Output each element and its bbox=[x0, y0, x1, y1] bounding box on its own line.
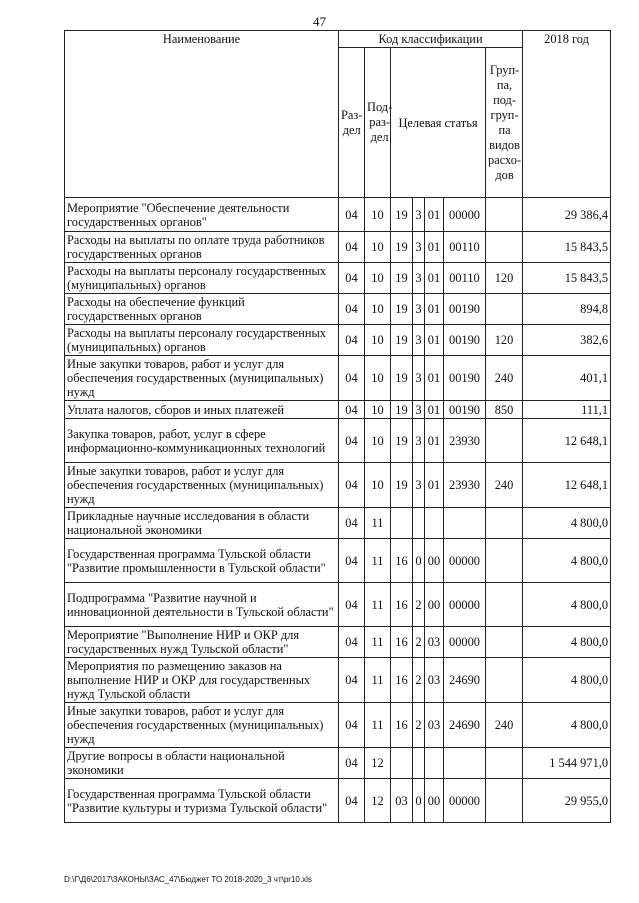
row-target-event: 01 bbox=[425, 325, 444, 356]
row-target-direction: 00190 bbox=[444, 356, 486, 401]
table-row bbox=[65, 748, 611, 779]
row-name: Расходы на выплаты персоналу государственных (муниципальных) органов bbox=[65, 325, 339, 356]
row-name: Иные закупки товаров, работ и услуг для обеспечения государственных (муниципальных) нужд bbox=[65, 356, 339, 401]
budget-table bbox=[64, 30, 611, 823]
table-row bbox=[65, 325, 611, 356]
row-target-direction: 24690 bbox=[444, 658, 486, 703]
row-amount: 4 800,0 bbox=[523, 508, 611, 539]
row-podrazdel: 10 bbox=[365, 232, 391, 263]
file-path-footer: D:\Г\Д6\2017\ЗАКОНЫ\ЗАС_47\Бюджет ТО 2018-2020_3 чт\pr10.xls bbox=[64, 875, 312, 884]
table-row bbox=[65, 419, 611, 463]
row-target-event: 01 bbox=[425, 294, 444, 325]
row-podrazdel: 10 bbox=[365, 325, 391, 356]
row-expense-type: 120 bbox=[486, 325, 523, 356]
row-target-subprogram: 3 bbox=[413, 419, 425, 463]
table-row bbox=[65, 401, 611, 419]
row-target-event: 01 bbox=[425, 356, 444, 401]
row-podrazdel: 11 bbox=[365, 539, 391, 583]
row-name: Иные закупки товаров, работ и услуг для обеспечения государственных (муниципальных) нужд bbox=[65, 463, 339, 508]
row-target-direction bbox=[444, 508, 486, 539]
row-target-program bbox=[391, 748, 413, 779]
row-amount: 29 955,0 bbox=[523, 779, 611, 823]
row-amount: 4 800,0 bbox=[523, 583, 611, 627]
row-podrazdel: 10 bbox=[365, 263, 391, 294]
row-target-program bbox=[391, 508, 413, 539]
row-target-event: 01 bbox=[425, 419, 444, 463]
row-razdel: 04 bbox=[339, 356, 365, 401]
row-podrazdel: 10 bbox=[365, 401, 391, 419]
row-target-direction: 24690 bbox=[444, 703, 486, 748]
row-target-direction: 00190 bbox=[444, 401, 486, 419]
row-podrazdel: 10 bbox=[365, 198, 391, 232]
row-target-direction: 00000 bbox=[444, 198, 486, 232]
row-amount: 1 544 971,0 bbox=[523, 748, 611, 779]
row-target-program: 19 bbox=[391, 356, 413, 401]
row-target-subprogram bbox=[413, 508, 425, 539]
row-target-subprogram bbox=[413, 748, 425, 779]
row-expense-type bbox=[486, 508, 523, 539]
row-target-event: 01 bbox=[425, 232, 444, 263]
row-target-subprogram: 3 bbox=[413, 463, 425, 508]
row-target-direction: 00000 bbox=[444, 539, 486, 583]
row-expense-type: 240 bbox=[486, 463, 523, 508]
row-amount: 29 386,4 bbox=[523, 198, 611, 232]
row-target-direction: 00110 bbox=[444, 232, 486, 263]
row-target-program: 19 bbox=[391, 401, 413, 419]
row-target-program: 19 bbox=[391, 263, 413, 294]
row-podrazdel: 12 bbox=[365, 748, 391, 779]
row-target-event: 01 bbox=[425, 463, 444, 508]
row-expense-type: 120 bbox=[486, 263, 523, 294]
row-target-program: 19 bbox=[391, 463, 413, 508]
row-expense-type bbox=[486, 198, 523, 232]
row-target-program: 19 bbox=[391, 232, 413, 263]
table-row bbox=[65, 356, 611, 401]
row-target-direction: 00190 bbox=[444, 325, 486, 356]
row-podrazdel: 10 bbox=[365, 356, 391, 401]
row-target-subprogram: 0 bbox=[413, 539, 425, 583]
row-razdel: 04 bbox=[339, 198, 365, 232]
row-expense-type: 850 bbox=[486, 401, 523, 419]
row-expense-type bbox=[486, 419, 523, 463]
header-group: Груп- па, под- груп- па видов расхо- дов bbox=[486, 48, 523, 198]
header-razdel: Раз- дел bbox=[339, 48, 365, 198]
table-row bbox=[65, 539, 611, 583]
row-amount: 12 648,1 bbox=[523, 463, 611, 508]
table-row bbox=[65, 508, 611, 539]
header-classification: Код классификации bbox=[339, 31, 523, 48]
row-target-subprogram: 2 bbox=[413, 703, 425, 748]
row-razdel: 04 bbox=[339, 658, 365, 703]
row-target-subprogram: 2 bbox=[413, 658, 425, 703]
row-target-event: 00 bbox=[425, 779, 444, 823]
row-razdel: 04 bbox=[339, 325, 365, 356]
row-amount: 401,1 bbox=[523, 356, 611, 401]
row-name: Государственная программа Тульской области "Развитие культуры и туризма Тульской области" bbox=[65, 779, 339, 823]
row-name: Мероприятия по размещению заказов на выполнение НИР и ОКР для государственных нужд Тульской области bbox=[65, 658, 339, 703]
row-name: Прикладные научные исследования в области национальной экономики bbox=[65, 508, 339, 539]
row-razdel: 04 bbox=[339, 232, 365, 263]
row-target-subprogram: 3 bbox=[413, 232, 425, 263]
header-year: 2018 год bbox=[523, 31, 611, 198]
row-podrazdel: 10 bbox=[365, 419, 391, 463]
row-target-program: 16 bbox=[391, 703, 413, 748]
row-razdel: 04 bbox=[339, 703, 365, 748]
row-target-event: 01 bbox=[425, 401, 444, 419]
row-expense-type bbox=[486, 748, 523, 779]
row-razdel: 04 bbox=[339, 508, 365, 539]
row-amount: 4 800,0 bbox=[523, 703, 611, 748]
row-target-subprogram: 3 bbox=[413, 401, 425, 419]
row-expense-type bbox=[486, 539, 523, 583]
row-expense-type bbox=[486, 779, 523, 823]
table-row bbox=[65, 198, 611, 232]
row-expense-type bbox=[486, 294, 523, 325]
table-row bbox=[65, 463, 611, 508]
row-target-subprogram: 2 bbox=[413, 627, 425, 658]
table-row bbox=[65, 658, 611, 703]
row-razdel: 04 bbox=[339, 748, 365, 779]
row-razdel: 04 bbox=[339, 263, 365, 294]
row-target-program: 16 bbox=[391, 539, 413, 583]
row-target-program: 19 bbox=[391, 198, 413, 232]
row-amount: 15 843,5 bbox=[523, 232, 611, 263]
row-name: Расходы на обеспечение функций государственных органов bbox=[65, 294, 339, 325]
row-target-direction: 00110 bbox=[444, 263, 486, 294]
row-podrazdel: 11 bbox=[365, 658, 391, 703]
row-target-subprogram: 3 bbox=[413, 263, 425, 294]
row-razdel: 04 bbox=[339, 463, 365, 508]
row-razdel: 04 bbox=[339, 401, 365, 419]
row-amount: 4 800,0 bbox=[523, 539, 611, 583]
header-podrazdel: Под- раз- дел bbox=[365, 48, 391, 198]
row-name: Закупка товаров, работ, услуг в сфере информационно-коммуникационных технологий bbox=[65, 419, 339, 463]
row-target-subprogram: 3 bbox=[413, 198, 425, 232]
row-name: Другие вопросы в области национальной экономики bbox=[65, 748, 339, 779]
row-expense-type bbox=[486, 232, 523, 263]
row-target-event: 01 bbox=[425, 263, 444, 294]
row-target-event: 00 bbox=[425, 583, 444, 627]
row-name: Подпрограмма "Развитие научной и инновационной деятельности в Тульской области" bbox=[65, 583, 339, 627]
row-expense-type bbox=[486, 583, 523, 627]
row-amount: 4 800,0 bbox=[523, 658, 611, 703]
row-razdel: 04 bbox=[339, 627, 365, 658]
row-target-direction: 23930 bbox=[444, 463, 486, 508]
row-expense-type bbox=[486, 658, 523, 703]
row-amount: 12 648,1 bbox=[523, 419, 611, 463]
row-target-event: 00 bbox=[425, 539, 444, 583]
table-row bbox=[65, 703, 611, 748]
row-target-subprogram: 2 bbox=[413, 583, 425, 627]
row-target-direction: 00000 bbox=[444, 779, 486, 823]
row-razdel: 04 bbox=[339, 419, 365, 463]
header-name: Наименование bbox=[65, 31, 339, 198]
row-amount: 894,8 bbox=[523, 294, 611, 325]
row-name: Государственная программа Тульской области "Развитие промышленности в Тульской области" bbox=[65, 539, 339, 583]
row-target-direction: 00190 bbox=[444, 294, 486, 325]
row-razdel: 04 bbox=[339, 779, 365, 823]
row-target-program: 19 bbox=[391, 419, 413, 463]
row-target-direction: 00000 bbox=[444, 583, 486, 627]
table-row bbox=[65, 263, 611, 294]
row-podrazdel: 11 bbox=[365, 703, 391, 748]
row-razdel: 04 bbox=[339, 539, 365, 583]
row-target-direction: 23930 bbox=[444, 419, 486, 463]
row-target-direction: 00000 bbox=[444, 627, 486, 658]
row-target-event: 01 bbox=[425, 198, 444, 232]
table-row bbox=[65, 294, 611, 325]
row-target-program: 16 bbox=[391, 627, 413, 658]
row-expense-type bbox=[486, 627, 523, 658]
row-target-program: 19 bbox=[391, 294, 413, 325]
row-podrazdel: 11 bbox=[365, 627, 391, 658]
row-target-direction bbox=[444, 748, 486, 779]
row-razdel: 04 bbox=[339, 294, 365, 325]
row-target-event: 03 bbox=[425, 658, 444, 703]
row-target-event bbox=[425, 748, 444, 779]
page-number: 47 bbox=[313, 14, 326, 29]
table-row bbox=[65, 779, 611, 823]
row-target-event: 03 bbox=[425, 703, 444, 748]
row-name: Расходы на выплаты по оплате труда работников государственных органов bbox=[65, 232, 339, 263]
row-target-program: 19 bbox=[391, 325, 413, 356]
row-amount: 382,6 bbox=[523, 325, 611, 356]
row-target-program: 16 bbox=[391, 583, 413, 627]
row-name: Уплата налогов, сборов и иных платежей bbox=[65, 401, 339, 419]
header-target: Целевая статья bbox=[391, 48, 486, 198]
header-row-top bbox=[65, 31, 611, 48]
row-podrazdel: 10 bbox=[365, 463, 391, 508]
row-amount: 111,1 bbox=[523, 401, 611, 419]
row-podrazdel: 11 bbox=[365, 508, 391, 539]
row-target-program: 16 bbox=[391, 658, 413, 703]
row-target-event: 03 bbox=[425, 627, 444, 658]
row-amount: 15 843,5 bbox=[523, 263, 611, 294]
row-podrazdel: 11 bbox=[365, 583, 391, 627]
row-target-program: 03 bbox=[391, 779, 413, 823]
table-row bbox=[65, 232, 611, 263]
row-podrazdel: 12 bbox=[365, 779, 391, 823]
row-amount: 4 800,0 bbox=[523, 627, 611, 658]
table-row bbox=[65, 627, 611, 658]
row-name: Расходы на выплаты персоналу государственных (муниципальных) органов bbox=[65, 263, 339, 294]
row-name: Мероприятие "Выполнение НИР и ОКР для государственных нужд Тульской области" bbox=[65, 627, 339, 658]
row-expense-type: 240 bbox=[486, 356, 523, 401]
row-target-subprogram: 0 bbox=[413, 779, 425, 823]
row-target-event bbox=[425, 508, 444, 539]
table-row bbox=[65, 583, 611, 627]
row-name: Мероприятие "Обеспечение деятельности государственных органов" bbox=[65, 198, 339, 232]
row-target-subprogram: 3 bbox=[413, 325, 425, 356]
row-expense-type: 240 bbox=[486, 703, 523, 748]
row-razdel: 04 bbox=[339, 583, 365, 627]
row-target-subprogram: 3 bbox=[413, 356, 425, 401]
row-podrazdel: 10 bbox=[365, 294, 391, 325]
row-target-subprogram: 3 bbox=[413, 294, 425, 325]
row-name: Иные закупки товаров, работ и услуг для обеспечения государственных (муниципальных) нужд bbox=[65, 703, 339, 748]
